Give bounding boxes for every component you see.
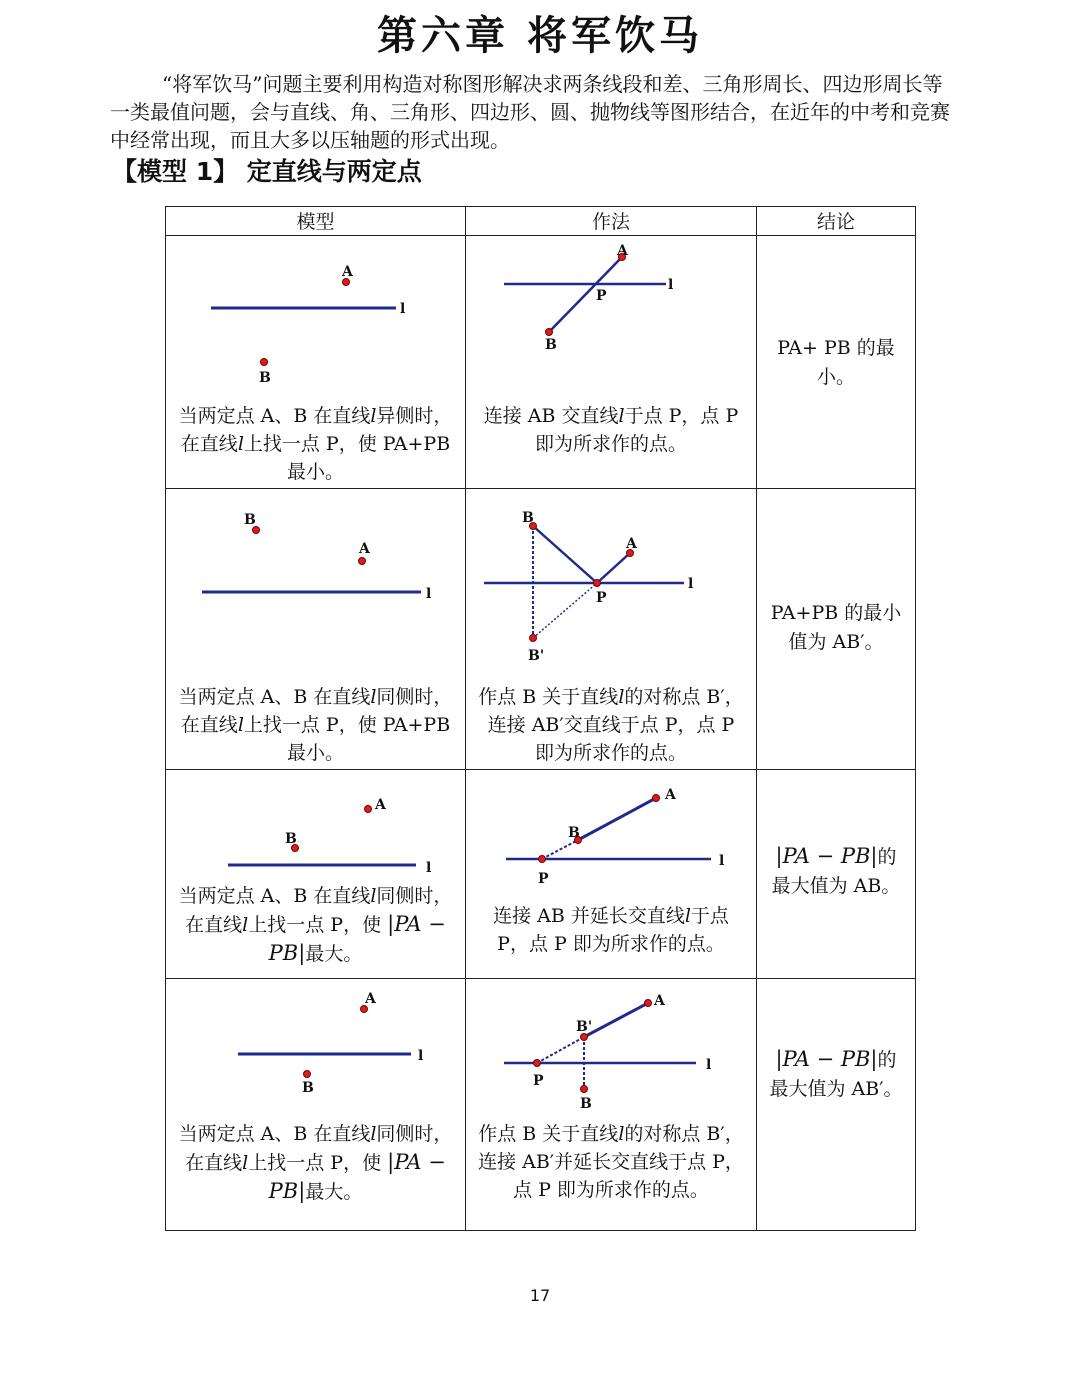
label-a: A xyxy=(665,787,676,803)
label-a: A xyxy=(375,797,386,813)
point-b xyxy=(261,359,268,366)
point-b-prime xyxy=(530,635,537,642)
segment-pb xyxy=(542,840,578,859)
segment-ab xyxy=(549,257,622,332)
label-l: l xyxy=(668,277,674,293)
row1-model-text: 当两定点 A、B 在直线l异侧时，在直线l上找一点 P，使 PA+PB 最小。 xyxy=(178,405,453,483)
segment-bp xyxy=(533,526,597,583)
label-a: A xyxy=(626,536,637,552)
label-b: B xyxy=(285,831,297,847)
row4-conclusion: |PA − PB|的 最大值为 AB′。 xyxy=(769,1047,903,1100)
point-p xyxy=(534,1060,541,1067)
row1-conclusion: PA+ PB 的最小。 xyxy=(777,337,895,388)
point-a xyxy=(365,806,372,813)
row2-conclusion: PA+PB 的最小值为 AB′。 xyxy=(770,602,902,653)
row1-model-figure xyxy=(166,236,466,396)
table-row xyxy=(166,979,916,1231)
label-a: A xyxy=(617,243,628,259)
segment-pa xyxy=(597,553,630,583)
row3-model-figure xyxy=(166,770,466,880)
segment-b-prime-p xyxy=(533,583,597,638)
row3-method-cell xyxy=(466,770,757,979)
row4-conclusion-cell xyxy=(757,979,916,1231)
table-header-row xyxy=(166,207,916,236)
point-p xyxy=(539,856,546,863)
label-l: l xyxy=(688,576,694,592)
row2-model-text: 当两定点 A、B 在直线l同侧时，在直线l上找一点 P，使 PA+PB 最小。 xyxy=(178,686,453,764)
point-b xyxy=(581,1086,588,1093)
row2-method-cell xyxy=(466,489,757,770)
section-title: 【模型 1】 定直线与两定点 xyxy=(112,157,422,186)
label-a: A xyxy=(365,991,376,1007)
row3-conclusion-cell xyxy=(757,770,916,979)
point-a xyxy=(653,795,660,802)
point-p xyxy=(594,580,601,587)
row1-method-figure xyxy=(466,236,757,396)
label-b: B xyxy=(580,1096,592,1112)
row2-model-cell xyxy=(166,489,466,770)
label-l: l xyxy=(418,1048,424,1064)
row2-model-figure xyxy=(166,489,466,669)
row4-method-figure xyxy=(466,979,757,1119)
row1-method-cell xyxy=(466,236,757,489)
header-model: 模型 xyxy=(166,207,466,236)
point-a xyxy=(645,1000,652,1007)
row3-conclusion: |PA − PB|的 最大值为 AB。 xyxy=(771,844,901,897)
label-b: B xyxy=(522,510,534,526)
row1-model-cell xyxy=(166,236,466,489)
label-b: B xyxy=(259,370,271,386)
row3-method-text: 连接 AB 并延长交直线l于点 P，点 P 即为所求作的点。 xyxy=(493,905,729,955)
segment-b-prime-a xyxy=(584,1003,648,1037)
row2-method-figure xyxy=(466,489,757,674)
label-b-prime: B' xyxy=(528,648,545,664)
label-a: A xyxy=(342,264,353,280)
row1-conclusion-cell xyxy=(757,236,916,489)
label-p: P xyxy=(533,1073,544,1089)
row1-method-text: 连接 AB 交直线l于点 P，点 P 即为所求作的点。 xyxy=(483,405,739,455)
label-p: P xyxy=(596,288,607,304)
label-p: P xyxy=(596,590,607,606)
point-b xyxy=(304,1071,311,1078)
segment-ab xyxy=(578,798,656,840)
table-row xyxy=(166,489,916,770)
row3-model-cell xyxy=(166,770,466,979)
row2-method-text: 作点 B 关于直线l的对称点 B′，连接 AB′交直线于点 P，点 P 即为所求作的点。 xyxy=(478,686,744,764)
header-conclusion: 结论 xyxy=(757,207,916,236)
row3-method-figure xyxy=(466,770,757,890)
label-b: B xyxy=(302,1080,314,1096)
label-l: l xyxy=(426,860,432,876)
row4-method-cell xyxy=(466,979,757,1231)
label-l: l xyxy=(719,853,725,869)
point-a xyxy=(359,558,366,565)
page-number: 17 xyxy=(529,1286,551,1305)
label-a: A xyxy=(654,993,665,1009)
row2-conclusion-cell xyxy=(757,489,916,770)
label-b-prime: B' xyxy=(576,1019,593,1035)
label-b: B xyxy=(545,337,557,353)
intro-paragraph: “将军饮马”问题主要利用构造对称图形解决求两条线段和差、三角形周长、四边形周长等一类最值问题，会与直线、角、三角形、四边形、圆、抛物线等图形结合，在近年的中考和竞赛中经常出现，而且大多以压轴题的形式出现。 xyxy=(110,72,950,152)
header-method: 作法 xyxy=(466,207,757,236)
row4-model-text: 当两定点 A、B 在直线l同侧时，在直线l上找一点 P，使 |PA − PB|最大。 xyxy=(178,1123,453,1203)
label-l: l xyxy=(706,1057,712,1073)
label-b: B xyxy=(568,825,580,841)
label-l: l xyxy=(400,301,406,317)
point-b xyxy=(546,329,553,336)
table-row xyxy=(166,770,916,979)
model-table xyxy=(165,206,916,1231)
label-p: P xyxy=(538,871,549,887)
row3-model-text: 当两定点 A、B 在直线l同侧时，在直线l上找一点 P，使 |PA − PB|最大。 xyxy=(178,885,453,965)
label-b: B xyxy=(244,512,256,528)
row4-model-figure xyxy=(166,979,466,1119)
label-a: A xyxy=(359,541,370,557)
label-l: l xyxy=(426,586,432,602)
page-title: 第六章 将军饮马 xyxy=(377,13,703,59)
table-row xyxy=(166,236,916,489)
segment-p-b-prime xyxy=(537,1037,584,1063)
row4-method-text: 作点 B 关于直线l的对称点 B′，连接 AB′并延长交直线于点 P，点 P 即为所求作的点。 xyxy=(478,1123,744,1201)
row4-model-cell xyxy=(166,979,466,1231)
